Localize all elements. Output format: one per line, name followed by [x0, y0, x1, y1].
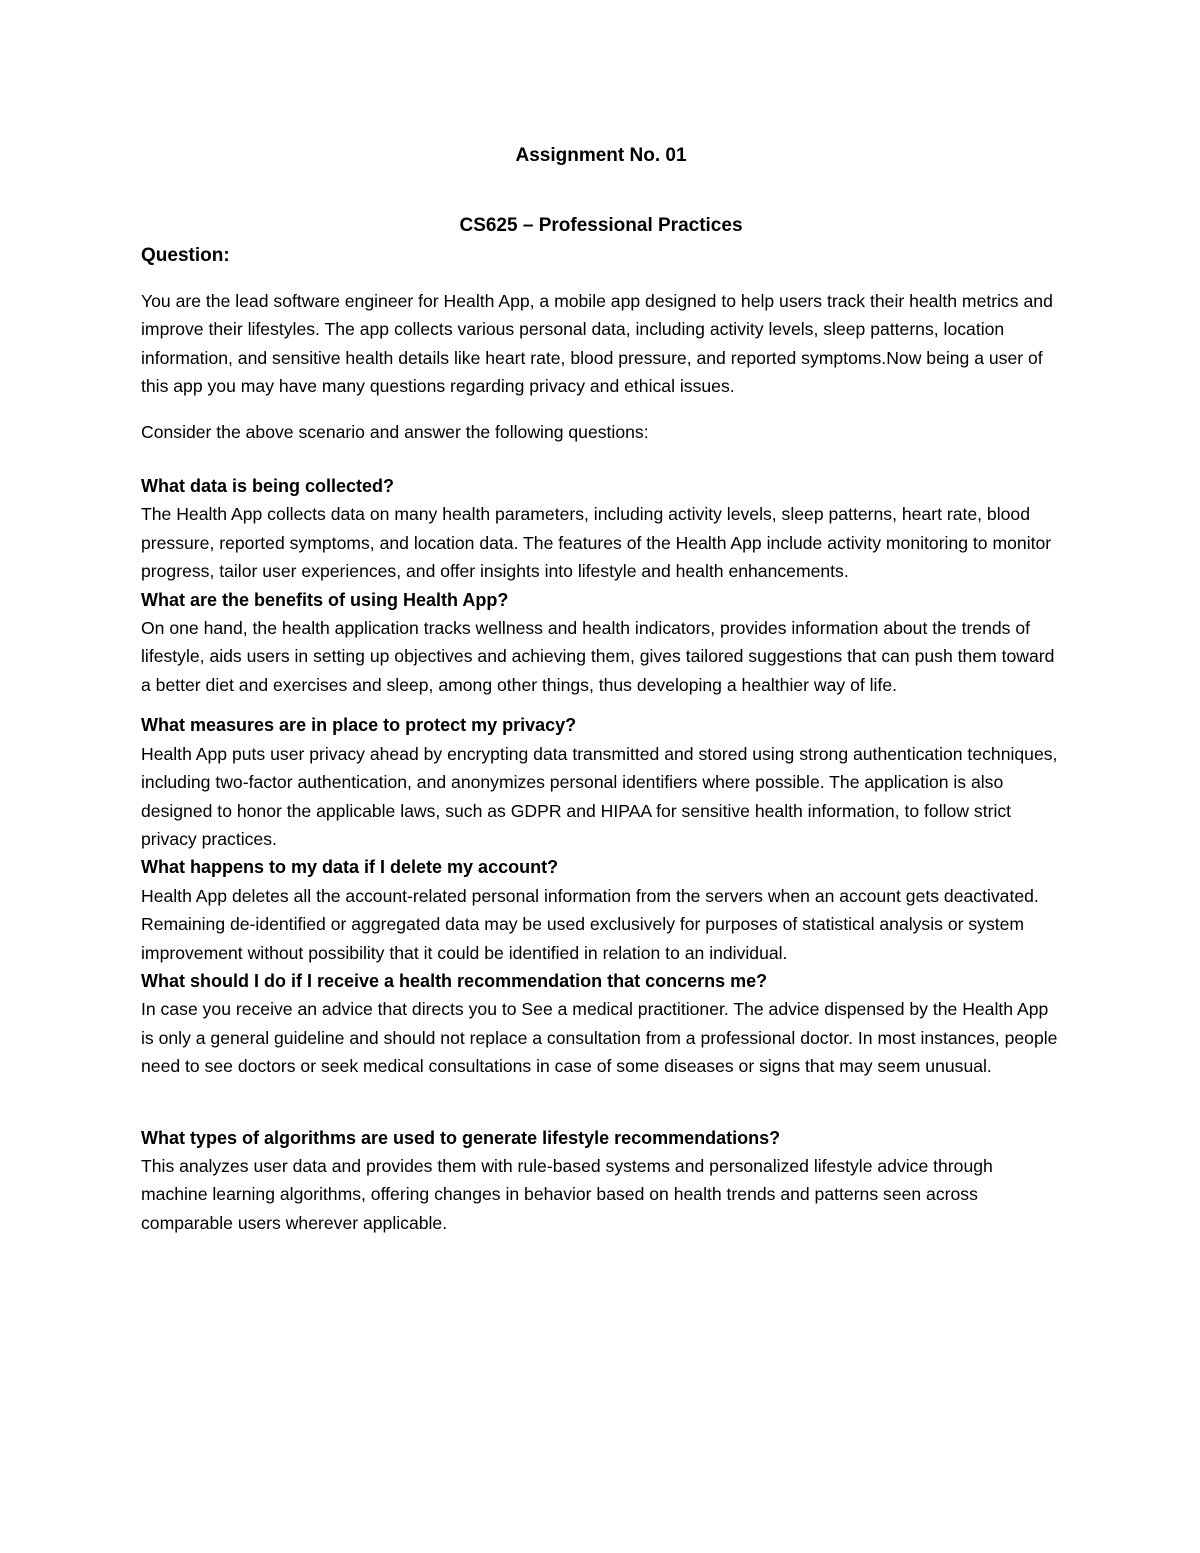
qa-item: [141, 853, 1061, 967]
document-title: Assignment No. 01: [515, 145, 687, 166]
qa-question: What data is being collected?: [141, 476, 395, 497]
qa-answer: This analyzes user data and provides them with rule-based systems and personalized lifestyle advice through machine learning algorithms, offering changes in behavior based on health trends and patterns seen across comparable users wherever applicable.: [141, 1155, 993, 1233]
qa-item: [141, 711, 1061, 853]
qa-item: [141, 586, 1061, 700]
qa-answer: The Health App collects data on many health parameters, including activity levels, sleep patterns, heart rate, blood pressure, reported symptoms, and location data. The features of the Health App include activity monitoring to monitor progress, tailor user experiences, and offer insights into lifestyle and health enhancements.: [141, 504, 1052, 582]
qa-question: What happens to my data if I delete my account?: [141, 857, 559, 878]
scenario-paragraph: You are the lead software engineer for Health App, a mobile app designed to help users track their health metrics and improve their lifestyles. The app collects various personal data, including activity levels, sleep patterns, location information, and sensitive health details like heart rate, blood pressure, and reported symptoms.Now being a user of this app you may have many questions regarding privacy and ethical issues.: [141, 291, 1053, 397]
qa-answer: In case you receive an advice that directs you to See a medical practitioner. The advice dispensed by the Health App is only a general guideline and should not replace a consultation from a professional doctor. In most instances, people need to see doctors or seek medical consultations in case of some diseases or signs that may seem unusual.: [141, 999, 1058, 1077]
qa-question: What measures are in place to protect my privacy?: [141, 715, 577, 736]
qa-question: What are the benefits of using Health App?: [141, 589, 509, 610]
qa-answer: On one hand, the health application tracks wellness and health indicators, provides information about the trends of lifestyle, aids users in setting up objectives and achieving them, gives tailored suggestions that can push them toward a better diet and exercises and sleep, among other things, thus developing a healthier way of life.: [141, 618, 1055, 695]
qa-question: What types of algorithms are used to generate lifestyle recommendations?: [141, 1127, 781, 1148]
question-label: Question:: [141, 245, 230, 266]
qa-answer: Health App deletes all the account-related personal information from the servers when an account gets deactivated. Remaining de-identified or aggregated data may be used exclusively for purposes of statistical analysis or system improvement without possibility that it could be identified in relation to an individual.: [141, 885, 1039, 963]
qa-item: [141, 1124, 1061, 1238]
instruction-paragraph: Consider the above scenario and answer the following questions:: [141, 421, 649, 442]
course-title: CS625 – Professional Practices: [459, 215, 743, 236]
document-content: [141, 142, 1061, 1237]
qa-answer: Health App puts user privacy ahead by encrypting data transmitted and stored using strong authentication techniques, including two-factor authentication, and anonymizes personal identifiers where possible. The application is also designed to honor the applicable laws, such as GDPR and HIPAA for sensitive health information, to follow strict privacy practices.: [141, 743, 1058, 849]
qa-item: [141, 472, 1061, 586]
qa-item: [141, 967, 1061, 1081]
qa-question: What should I do if I receive a health recommendation that concerns me?: [141, 970, 768, 991]
